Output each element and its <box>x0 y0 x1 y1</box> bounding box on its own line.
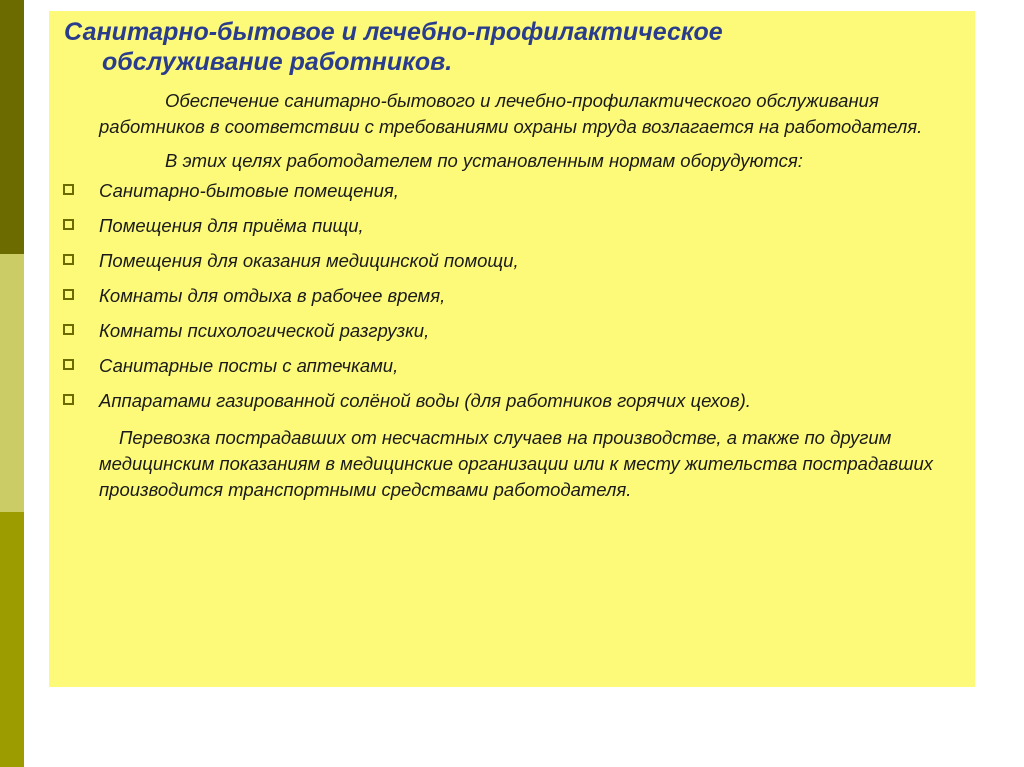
list-item <box>49 178 975 213</box>
lead-paragraph: В этих целях работодателем по установленным нормам оборудуются: <box>165 150 803 171</box>
closing-paragraph: Перевозка пострадавших от несчастных случаев на производстве, а также по другим медицинским показаниям в медицинские организации или к месту жительства пострадавших производится транспортными средствами работодателя. <box>99 427 934 500</box>
list-item <box>49 213 975 248</box>
slide-title <box>64 17 964 77</box>
list-item <box>49 318 975 353</box>
slide-title-line-1: Санитарно-бытовое и лечебно-профилактическое <box>64 18 723 46</box>
decor-strip-bottom <box>0 512 24 767</box>
list-item-text: Санитарные посты с аптечками, <box>99 355 399 376</box>
content-panel <box>49 11 975 687</box>
list-item <box>49 388 975 423</box>
list-item <box>49 248 975 283</box>
square-bullet-icon <box>63 324 74 335</box>
square-bullet-icon <box>63 359 74 370</box>
list-item-text: Комнаты для отдыха в рабочее время, <box>99 285 446 306</box>
intro-paragraph: Обеспечение санитарно-бытового и лечебно-профилактического обслуживания работников в соответствии с требованиями охраны труда возлагается на работодателя. <box>99 90 923 137</box>
square-bullet-icon <box>63 394 74 405</box>
list-item-text: Помещения для оказания медицинской помощи, <box>99 250 519 271</box>
list-item-text: Комнаты психологической разгрузки, <box>99 320 430 341</box>
list-item <box>49 353 975 388</box>
square-bullet-icon <box>63 184 74 195</box>
decor-strip-top <box>0 0 24 254</box>
square-bullet-icon <box>63 289 74 300</box>
list-item-text: Аппаратами газированной солёной воды (для работников горячих цехов). <box>99 390 751 411</box>
facilities-list <box>49 178 975 423</box>
decor-strip-middle <box>0 254 24 512</box>
list-item <box>49 283 975 318</box>
slide-title-line-2: обслуживание работников. <box>102 48 453 76</box>
list-item-text: Помещения для приёма пищи, <box>99 215 364 236</box>
slide-body <box>49 88 975 503</box>
square-bullet-icon <box>63 254 74 265</box>
list-item-text: Санитарно-бытовые помещения, <box>99 180 399 201</box>
square-bullet-icon <box>63 219 74 230</box>
